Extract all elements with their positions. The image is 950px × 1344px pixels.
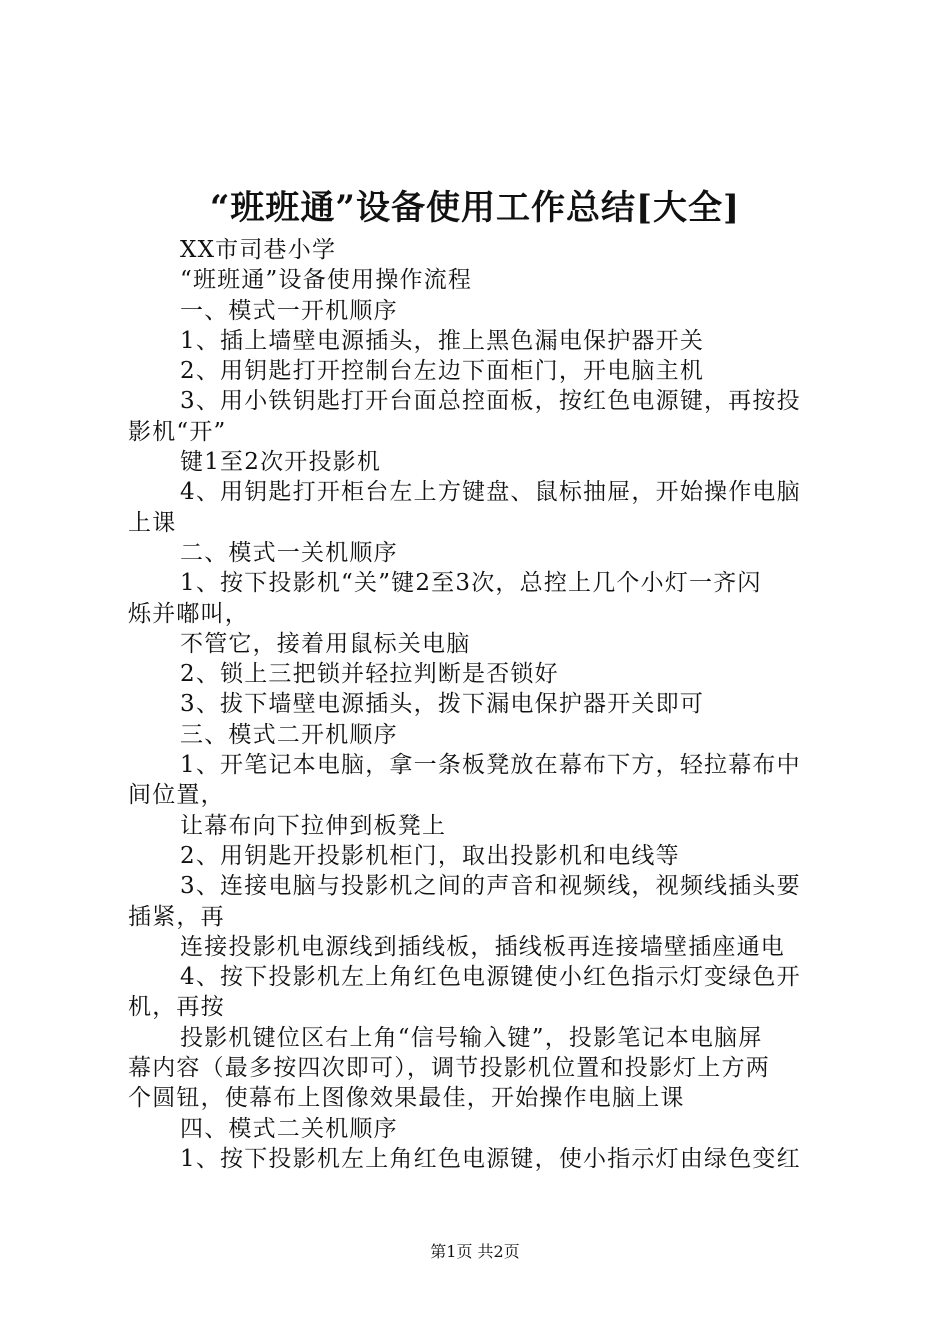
section-heading: 一、模式一开机顺序 [180,297,398,324]
text-line: 2、锁上三把锁并轻拉判断是否锁好 [180,661,559,688]
text-line: 投影机键位区右上角“信号输入键”，投影笔记本电脑屏 [180,1024,763,1051]
text-line: 不管它，接着用鼠标关电脑 [180,630,471,657]
text-line: 间位置， [128,782,225,809]
text-line: 影机“开” [128,418,227,445]
text-line: 连接投影机电源线到插线板，插线板再连接墙壁插座通电 [180,933,785,960]
text-line: 3、拔下墙壁电源插头，拨下漏电保护器开关即可 [180,691,705,718]
text-line: XX市司巷小学 [180,237,337,263]
text-line: 个圆钮，使幕布上图像效果最佳，开始操作电脑上课 [128,1085,685,1112]
text-line: 1、开笔记本电脑，拿一条板凳放在幕布下方，轻拉幕布中 [180,752,801,779]
text-line: 上课 [128,509,177,536]
section-heading: 四、模式二关机顺序 [180,1115,398,1142]
text-line: 让幕布向下拉伸到板凳上 [180,812,447,839]
text-line: “班班通”设备使用操作流程 [180,267,473,294]
document-title: “班班通”设备使用工作总结[大全] [209,188,741,228]
text-line: 幕内容（最多按四次即可），调节投影机位置和投影灯上方两 [128,1055,770,1082]
section-heading: 二、模式一关机顺序 [180,539,398,566]
text-line: 3、连接电脑与投影机之间的声音和视频线，视频线插头要 [180,873,801,900]
text-line: 1、按下投影机左上角红色电源键，使小指示灯由绿色变红 [180,1145,801,1172]
document-body [128,235,834,1174]
text-line: 2、用钥匙开投影机柜门，取出投影机和电线等 [180,842,680,869]
page-footer: 第1页 共2页 [430,1242,520,1261]
text-line: 4、按下投影机左上角红色电源键使小红色指示灯变绿色开 [180,964,801,991]
text-line: 机，再按 [128,994,225,1021]
text-line: 4、用钥匙打开柜台左上方键盘、鼠标抽屉，开始操作电脑 [180,479,801,506]
text-line: 插紧，再 [128,903,225,930]
text-line: 键1至2次开投影机 [180,449,382,476]
section-heading: 三、模式二开机顺序 [180,721,398,748]
text-line: 3、用小铁钥匙打开台面总控面板，按红色电源键，再按投 [180,388,801,415]
text-line: 烁并嘟叫， [128,600,249,627]
text-line: 1、按下投影机“关”键2至3次，总控上几个小灯一齐闪 [180,570,762,597]
text-line: 1、插上墙壁电源插头，推上黑色漏电保护器开关 [180,327,705,354]
text-line: 2、用钥匙打开控制台左边下面柜门，开电脑主机 [180,358,705,385]
